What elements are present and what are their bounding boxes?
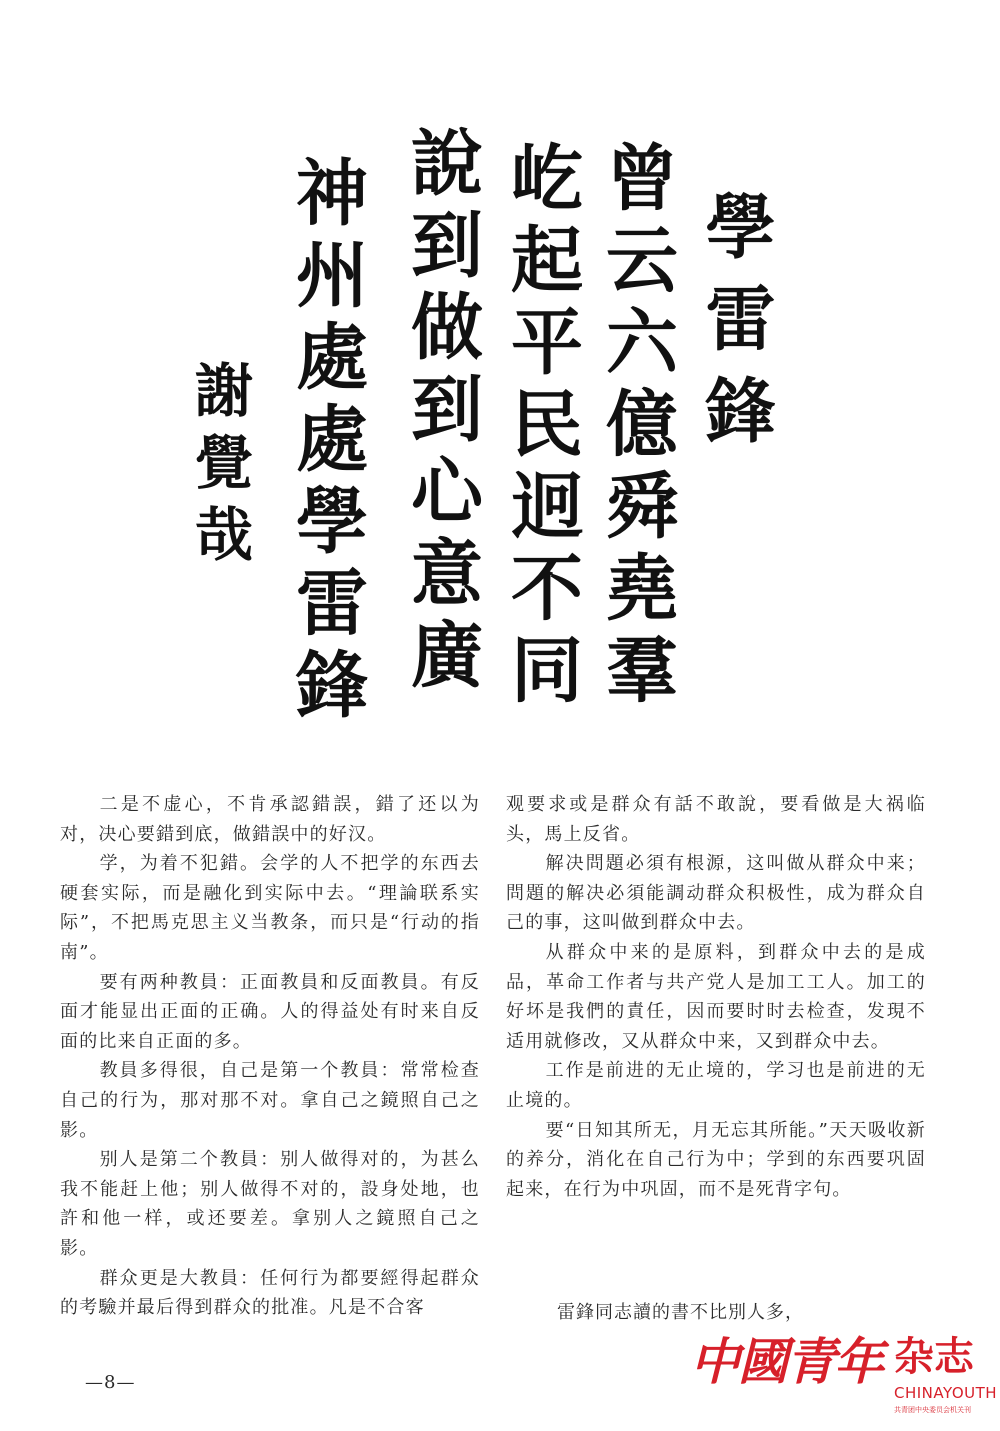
- paragraph: 解决問題必須有根源，这叫做从群众中来；問題的解决必須能調动群众积极性，成为群众自己的事，这叫做到群众中去。: [506, 853, 926, 934]
- calligraphy-column-1: 曾云六億舜堯羣: [594, 140, 679, 714]
- left-text-column: [60, 790, 480, 1323]
- paragraph: 别人是第二个教員：别人做得对的，为甚么我不能赶上他；别人做得不对的，設身处地，也許和他一样，或还要差。拿别人之鏡照自己之影。: [60, 1149, 480, 1259]
- calligraphy-column-4: 神州處處學雷鋒: [284, 155, 369, 729]
- closing-line: 雷鋒同志讀的書不比別人多，: [557, 1302, 804, 1323]
- paragraph: 学，为着不犯錯。会学的人不把学的东西去硬套实际，而是融化到实际中去。“理論联系实际”，不把馬克思主义当教条，而只是“行动的指南”。: [60, 853, 480, 963]
- calligraphy-column-3: 說到做到心意廣: [399, 125, 484, 699]
- paragraph: 要有两种教員：正面教員和反面教員。有反面才能显出正面的正确。人的得益处有时来自反面的比来自正面的多。: [60, 971, 480, 1052]
- paragraph: 从群众中来的是原料，到群众中去的是成品，革命工作者与共产党人是加工工人。加工的好坏是我們的責任，因而要时时去检查，发現不适用就修改，又从群众中来，又到群众中去。: [506, 941, 926, 1052]
- calligraphy-title: 學雷鋒: [694, 190, 777, 466]
- right-text-column: [506, 790, 926, 1204]
- calligraphy-column-2: 屹起平民迥不同: [499, 140, 584, 714]
- china-youth-logo: [690, 1332, 998, 1428]
- paragraph: 工作是前进的无止境的，学习也是前进的无止境的。: [506, 1060, 926, 1111]
- calligraphy-signature: 謝覺哉: [185, 360, 253, 576]
- paragraph: 要“日知其所无，月无忘其所能。”天天吸收新的养分，消化在自己行为中；学到的东西要巩固起来，在行为中巩固，而不是死背字句。: [506, 1119, 926, 1200]
- logo-subtitle: 共青团中央委员会机关刊: [894, 1406, 971, 1414]
- logo-english: CHINAYOUTH: [894, 1384, 998, 1402]
- paragraph: 二是不虚心，不肯承認錯誤，錯了还以为对，决心要錯到底，做錯誤中的好汉。: [60, 794, 480, 845]
- logo-calligraphy: 中國青年: [690, 1332, 882, 1391]
- paragraph: 群众更是大教員：任何行为都要經得起群众的考驗并最后得到群众的批准。凡是不合客: [60, 1267, 480, 1319]
- paragraph: 观要求或是群众有話不敢說，要看做是大祸临头，馬上反省。: [506, 794, 926, 845]
- logo-name: 杂志: [894, 1334, 974, 1380]
- page-number: —8—: [85, 1372, 136, 1393]
- paragraph: 教員多得很，自己是第一个教員：常常检查自己的行为，那对那不对。拿自己之鏡照自己之影。: [60, 1060, 480, 1141]
